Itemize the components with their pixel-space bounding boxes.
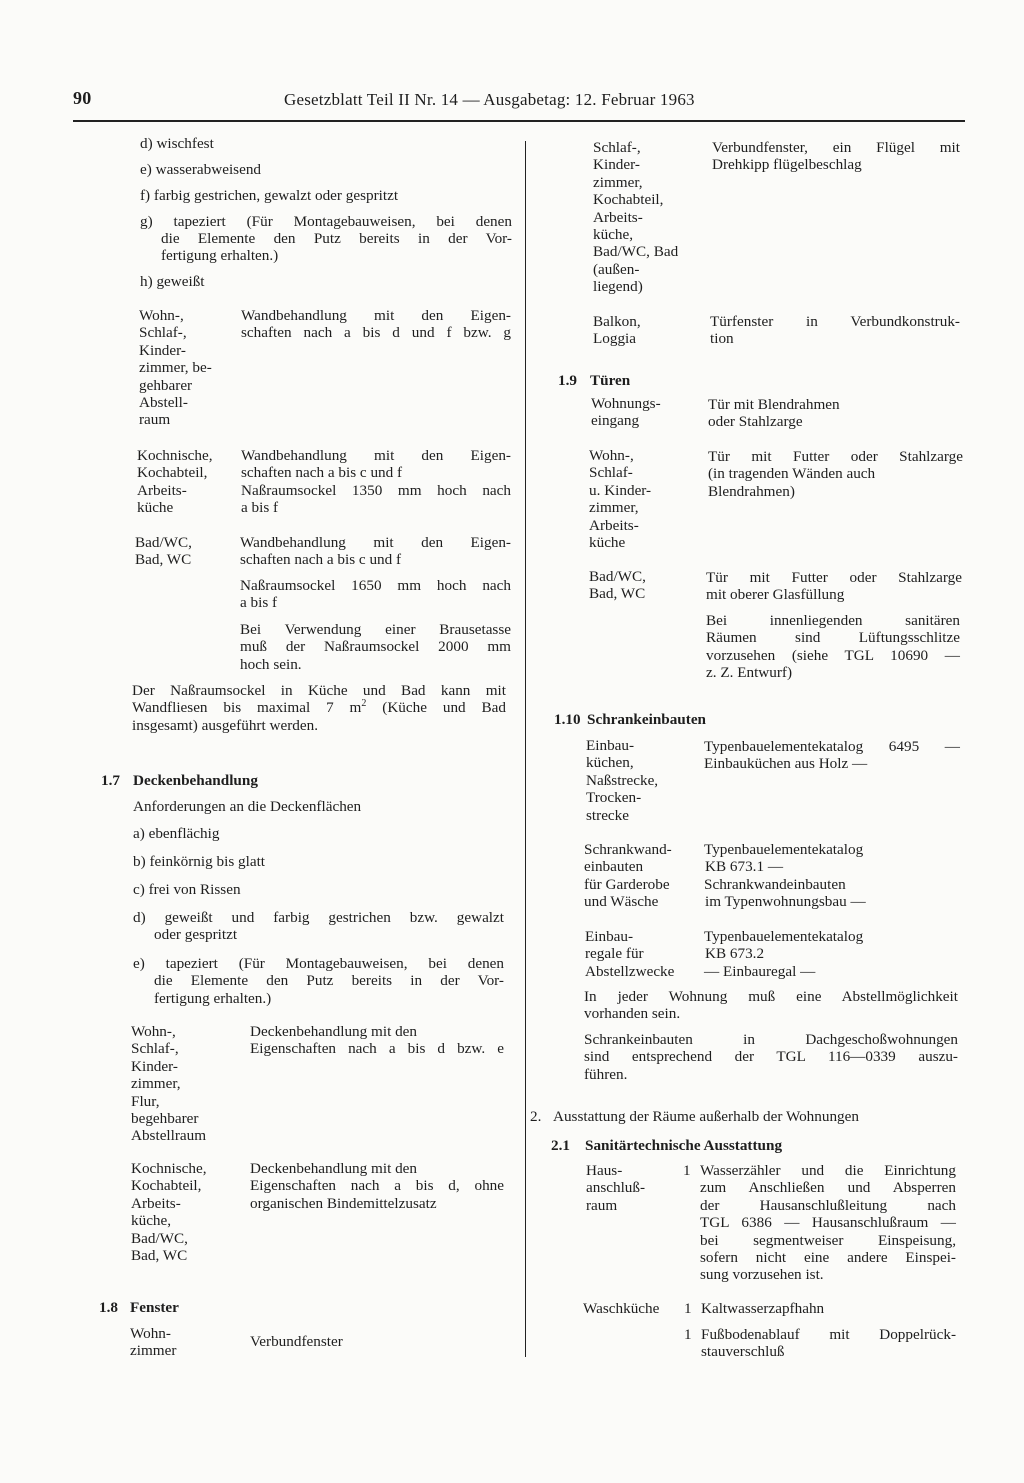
section-1-9-number: 1.9: [558, 372, 577, 389]
cabinet-row-3-room: Einbau- regale für Abstellzwecke: [585, 928, 675, 980]
wall-req-g-line3: fertigung erhalten.): [161, 247, 279, 264]
utility-row-1-qty: 1: [683, 1162, 691, 1179]
wall-req-h: h) geweißt: [140, 273, 205, 290]
section-1-10-number: 1.10: [554, 711, 581, 728]
ceiling-row-1-desc: Deckenbehandlung mit den Eigenschaften nach a bis d bzw. e: [250, 1023, 504, 1058]
window-row-1-room: Wohn- zimmer: [130, 1325, 177, 1360]
ceiling-req-c: c) frei von Rissen: [133, 881, 241, 898]
page-number: 90: [73, 88, 92, 108]
wall-row-3-extra1: Naßraumsockel 1650 mm hoch nach a bis f: [240, 577, 511, 612]
section-1-8-number: 1.8: [99, 1299, 118, 1316]
wall-row-1-room: Wohn-, Schlaf-, Kinder- zimmer, be- gehbarer Abstell- raum: [139, 307, 212, 429]
utility-row-1-room: Haus- anschluß- raum: [586, 1162, 646, 1214]
utility-row-1-desc: Wasserzähler und die Einrichtung zum Anschließen und Absperren der Hausanschlußleitung nach TGL 6386 — Hausanschlußraum — bei segmentweiser Einspeisung, sofern nicht eine andere Einspei- sung vorzusehen ist.: [700, 1162, 956, 1284]
ceiling-row-1-room: Wohn-, Schlaf-, Kinder- zimmer, Flur, begehbarer Abstellraum: [131, 1023, 207, 1145]
ceiling-req-d: d) geweißt und farbig gestrichen bzw. gewalzt oder gespritzt: [133, 909, 504, 944]
cabinet-row-1-desc: Typenbauelementekatalog 6495 — Einbauküchen aus Holz —: [704, 738, 960, 773]
door-row-3-extra: Bei innenliegenden sanitären Räumen sind Lüftungsschlitze vorzusehen (siehe TGL 10690 — z. Z. Entwurf): [706, 612, 960, 682]
door-row-3-desc: Tür mit Futter oder Stahlzarge mit oberer Glasfüllung: [706, 569, 962, 604]
page-header-title: Gesetzblatt Teil II Nr. 14 — Ausgabetag: 12. Februar 1963: [284, 90, 695, 109]
section-1-8-title: Fenster: [130, 1299, 179, 1316]
section-1-7-title: Deckenbehandlung: [133, 772, 258, 789]
door-row-2-desc: Tür mit Futter oder Stahlzarge (in tragenden Wänden auch Blendrahmen): [708, 448, 963, 500]
section-2-number: 2.: [530, 1108, 542, 1125]
door-row-2-room: Wohn-, Schlaf- u. Kinder- zimmer, Arbeits- küche: [589, 447, 652, 552]
utility-row-2-room: Waschküche: [583, 1300, 660, 1317]
section-2-1-title: Sanitärtechnische Ausstattung: [585, 1137, 783, 1154]
cabinet-row-2-room: Schrankwand- einbauten für Garderobe und Wäsche: [584, 841, 672, 911]
wall-row-3-extra2: Bei Verwendung einer Brausetasse muß der Naßraumsockel 2000 mm hoch sein.: [240, 621, 511, 673]
utility-row-2-desc: Kaltwasserzapfhahn: [701, 1300, 825, 1317]
section-2-1-number: 2.1: [551, 1137, 570, 1154]
utility-row-3-desc: Fußbodenablauf mit Doppelrück- stauverschluß: [701, 1326, 956, 1361]
wall-row-3-desc: Wandbehandlung mit den Eigen- schaften nach a bis c und f: [240, 534, 511, 569]
window-row-3-desc: Türfenster in Verbundkonstruk- tion: [710, 313, 960, 348]
wall-row-1-desc: Wandbehandlung mit den Eigen- schaften nach a bis d und f bzw. g: [241, 307, 511, 342]
section-2-title: Ausstattung der Räume außerhalb der Wohnungen: [553, 1108, 859, 1125]
window-row-3-room: Balkon, Loggia: [593, 313, 641, 348]
window-row-2-room: Schlaf-, Kinder- zimmer, Kochabteil, Arbeits- küche, Bad/WC, Bad (außen- liegend): [593, 139, 679, 296]
ceiling-row-2-room: Kochnische, Kochabteil, Arbeits- küche, Bad/WC, Bad, WC: [131, 1160, 207, 1265]
wall-req-g-line1: g) tapeziert (Für Montagebauweisen, bei denen: [140, 213, 512, 230]
door-row-3-room: Bad/WC, Bad, WC: [589, 568, 646, 603]
wall-row-3-room: Bad/WC, Bad, WC: [135, 534, 192, 569]
section-1-7-number: 1.7: [101, 772, 120, 789]
section-1-10-title: Schrankeinbauten: [587, 711, 707, 728]
ceiling-req-e: e) tapeziert (Für Montagebauweisen, bei denen die Elemente den Putz bereits in der Vor- fertigung erhalten.): [133, 955, 504, 1007]
section-1-7-intro: Anforderungen an die Deckenflächen: [133, 798, 362, 815]
window-row-1-desc: Verbundfenster: [250, 1333, 343, 1350]
ceiling-req-a: a) ebenflächig: [133, 825, 220, 842]
door-row-1-room: Wohnungs- eingang: [591, 395, 661, 430]
wall-row-2-room: Kochnische, Kochabteil, Arbeits- küche: [137, 447, 213, 517]
cabinet-row-3-desc: Typenbauelementekatalog KB 673.2 — Einbauregal —: [704, 928, 864, 980]
ceiling-req-b: b) feinkörnig bis glatt: [133, 853, 266, 870]
cabinet-row-1-room: Einbau- küchen, Naßstrecke, Trocken- strecke: [586, 737, 659, 824]
utility-row-2-qty: 1: [684, 1300, 692, 1317]
section-1-9-title: Türen: [590, 372, 631, 389]
cabinet-row-2-desc: Typenbauelementekatalog KB 673.1 — Schrankwandeinbauten im Typenwohnungsbau —: [704, 841, 866, 911]
wall-row-2-desc: Wandbehandlung mit den Eigen- schaften nach a bis c und f Naßraumsockel 1350 mm hoch nach a bis f: [241, 447, 511, 517]
wall-note: Der Naßraumsockel in Küche und Bad kann mit Wandfliesen bis maximal 7 $m^2$ (Küche und Bad insgesamt) ausgeführt werden.: [132, 682, 506, 734]
wall-req-g-line2: die Elemente den Putz bereits in der Vor-: [161, 230, 512, 247]
utility-row-3-qty: 1: [684, 1326, 692, 1343]
header-rule: [73, 120, 965, 122]
wall-req-d: d) wischfest: [140, 135, 214, 152]
wall-req-f: f) farbig gestrichen, gewalzt oder gespritzt: [140, 187, 399, 204]
door-row-1-desc: Tür mit Blendrahmen oder Stahlzarge: [708, 396, 840, 431]
cabinet-note-2: Schrankeinbauten in Dachgeschoßwohnungen sind entsprechend der TGL 116—0339 auszu- führen.: [584, 1031, 958, 1083]
cabinet-note-1: In jeder Wohnung muß eine Abstellmöglichkeit vorhanden sein.: [584, 988, 958, 1023]
wall-req-e: e) wasserabweisend: [140, 161, 262, 178]
ceiling-row-2-desc: Deckenbehandlung mit den Eigenschaften nach a bis d, ohne organischen Bindemittelzusatz: [250, 1160, 504, 1212]
window-row-2-desc: Verbundfenster, ein Flügel mit Drehkipp flügelbeschlag: [712, 139, 960, 174]
column-divider: [525, 141, 526, 1357]
